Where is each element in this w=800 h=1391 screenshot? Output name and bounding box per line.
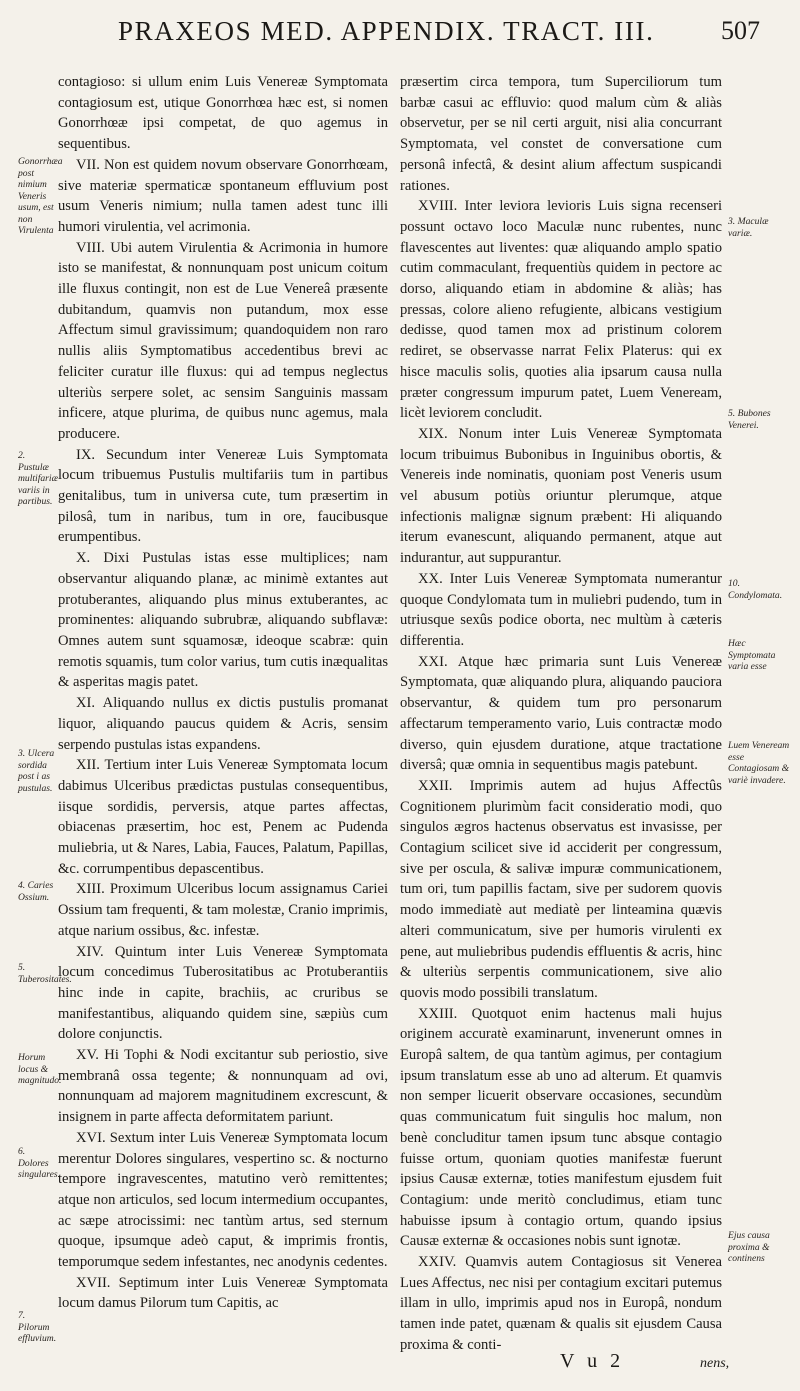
paragraph: XXII. Imprimis autem ad hujus Affectûs Cognitionem plurimùm facit consideratio modi, quo singulos ægros hactenus observatus est invasisse, per Contagium scilicet sive id acciderit per congressum, sive per oscula, & salivæ impuræ communicationem, tum ori, tum papillis factam, sive per sudorem quovis modo immediatè aut mediatè per linteamina quævis alteri communicatum, sive per humoris virulenti ex pene, aut muliebribus pudendis effluentis & acris, hinc & ulteriùs serpentis communicationem, sive alio quovis modo possibili translatum. bbox=[400, 777, 722, 1001]
catchword: nens, bbox=[700, 1356, 730, 1371]
paragraph: XIX. Nonum inter Luis Venereæ Symptomata locum tribuimus Bubonibus in Inguinibus obortis, & Venereis inde nominatis, quoniam post Veneris usum vel abusum potiùs oriuntur plerumque, atque infectionis malignæ signum præbent: Hi aliquando iterum evanescunt, aliquando permanent, atque aut indurantur, aut suppurantur. bbox=[400, 425, 722, 567]
margin-note-left: 2. Pustulæ multifariæ variis in partibus. bbox=[18, 450, 58, 507]
margin-note-left: Gonorrhæa post nimium Veneris usum, est non Virulenta bbox=[18, 156, 63, 236]
paragraph: XX. Inter Luis Venereæ Symptomata numerantur quoque Condylomata tum in muliebri pudendo, tum in utriusque sexûs podice oborta, nec multùm à cæteris differentia. bbox=[400, 570, 722, 649]
page-number: 507 bbox=[721, 16, 760, 45]
paragraph: XVII. Septimum inter Luis Venereæ Symptomata locum damus Pilorum tum Capitis, ac bbox=[58, 1274, 388, 1312]
paragraph: contagioso: si ullum enim Luis Venereæ Symptomata contagiosum est, utique Gonorrhœa hæc est, si nomen Gonorrhœæ ipsi competat, de quo agemus in sequentibus. bbox=[58, 74, 388, 153]
running-title: PRAXEOS MED. APPENDIX. TRACT. III. bbox=[118, 16, 655, 46]
paragraph: XIV. Quintum inter Luis Venereæ Symptomata locum concedimus Tuberositatibus ac Protuberantiis hinc inde in capite, brachiis, ac cruribus se manifestantibus, aliquando quidem sine, sæpiùs cum dolore conjunctis. bbox=[58, 943, 388, 1043]
left-text-column bbox=[58, 72, 388, 1314]
paragraph: X. Dixi Pustulas istas esse multiplices; nam observantur aliquando planæ, ac minimè extantes aut protuberantes, aliquando plus minus extuberantes, ac prominentes: aliquando subrubræ, aliquando subflavæ: Omnes autem sunt squamosæ, ideoque scabræ: quin remotis squamis, tum color varius, tum cutis inæqualitas & asperitas magis patet. bbox=[58, 550, 388, 691]
margin-note-right: 3. Maculæ variæ. bbox=[728, 216, 769, 239]
margin-note-left: 4. Caries Ossium. bbox=[18, 880, 54, 903]
margin-note-right: 5. Bubones Venerei. bbox=[728, 408, 771, 431]
margin-note-left: Horum locus & magnitudo. bbox=[18, 1052, 62, 1086]
paragraph: VII. Non est quidem novum observare Gonorrhœam, sive materiæ spermaticæ spontaneum effluvium post usum Veneris nimium; nulla tamen adest tunc illi humori virulentia, vel acrimonia. bbox=[58, 156, 388, 235]
margin-note-left: 5. Tuberositates. bbox=[18, 962, 72, 985]
margin-note-left: 6. Dolores singulares. bbox=[18, 1146, 61, 1180]
paragraph: IX. Secundum inter Venereæ Luis Symptomata locum tribuemus Pustulis multifariis tum in partibus genitalibus, tum in universa cute, tum præsertim in pilosâ, tum in naribus, tum in ore, faucibusque erumpentibus. bbox=[58, 446, 388, 546]
paragraph: XII. Tertium inter Luis Venereæ Symptomata locum dabimus Ulceribus prædictas pustulas consequentibus, iisque sordidis, perversis, atque partes affectas, obiacenas præsertim, hoc est, Penem ac Pudenda muliebria, ut & Nares, Labia, Fauces, Palatum, Papillas, &c. corrumpentibus depascentibus. bbox=[58, 757, 388, 877]
paragraph: XVI. Sextum inter Luis Venereæ Symptomata locum merentur Dolores singulares, vespertino sc. & nocturno tempore ingravescentes, matutino verò remittentes; atque non articulos, sed locum intermedium occupantes, ac sæpe atrocissimi: nec tantùm artus, sed sternum quoque, ipsumque adeò caput, & imprimis frontis, temporumque sedem infestantes, nec anodynis cedentes. bbox=[58, 1129, 388, 1271]
margin-note-right: Hæc Symptomata varia esse bbox=[728, 638, 776, 672]
margin-note-right: 10. Condylomata. bbox=[728, 578, 783, 601]
page-header bbox=[0, 14, 800, 58]
paragraph: XXIII. Quotquot enim hactenus mali hujus originem accuratè examinarunt, invenerunt omnes in Europâ saltem, de qua tantùm agimus, per contagium ipsum translatum esse ab uno ad alterum. Et quamvis non semper licuerit observare occasiones, secundùm quas communicatum fuit singulis hoc malum, non benè concluditur tamen ipsum tunc absque contagio fuisse ortum, quoniam quoties manifestæ fuerunt ipsius Causæ externæ, toties manifestum ejusdem fuit Contagium: unde meritò concludimus, etiam tunc habuisse ipsum à contagio ortum, quando ipsius Causæ externæ & occasiones nobis sunt ignotæ. bbox=[400, 1005, 722, 1250]
right-text-column bbox=[400, 72, 722, 1356]
paragraph: VIII. Ubi autem Virulentia & Acrimonia in humore isto se manifestat, & nonnunquam post unicum coitum ille fluxus contingit, non est de Lue Venereâ præsente dubitandum, quamvis non putandum, mox esse Affectum simul gravissimum; quandoquidem non raro nullis aliis Symptomatibus accedentibus brevi ac feliciter curatur ille fluxus: qui ad tempus neglectus ulteriùs serpere solet, ac sensim Sanguinis massam inficere, atque plurima, de quibus nunc agemus, mala producere. bbox=[58, 239, 388, 442]
paragraph: præsertim circa tempora, tum Superciliorum tum barbæ casui ac effluvio: quod malum cùm & aliàs observetur, per se nil certi arguit, nisi alia concurrant Symptomata, vel constet de conversatione cum personâ infectâ, & desint alium affectum suspicandi rationes. bbox=[400, 74, 722, 194]
margin-note-left: 3. Ulcera sordida post i as pustulas. bbox=[18, 748, 55, 794]
paragraph: XV. Hi Tophi & Nodi excitantur sub periostio, sive membranâ ossa tegente; & nonnunquam ad ovi, nonnunquam ad majorem magnitudinem excrescunt, & insignem in parte affecta deformitatem pariunt. bbox=[58, 1047, 388, 1126]
paragraph: XXIV. Quamvis autem Contagiosus sit Venerea Lues Affectus, nec nisi per contagium excitari putemus illam in ullo, imprimis apud nos in Europâ, nondum tamen inde patet, quænam & qualis sit ejusdem Causa proxima & conti- bbox=[400, 1254, 722, 1353]
margin-note-right: Luem Veneream esse Contagiosam & variè invadere. bbox=[728, 740, 790, 786]
signature-mark: V u 2 bbox=[560, 1350, 625, 1372]
paragraph: XXI. Atque hæc primaria sunt Luis Venereæ Symptomata, quæ aliquando plura, aliquando pauciora observantur, & quidem tum pro personarum affectarum temperamento vario, Luis contractæ modo diverso, quin ejusdem duratione, atque tractatione diversâ; quæ omnia in sequentibus magis patebunt. bbox=[400, 653, 722, 774]
paragraph: XIII. Proximum Ulceribus locum assignamus Cariei Ossium tam frequenti, & tam molestæ, Cranio imprimis, atque narium ossibus, &c. infestæ. bbox=[58, 881, 388, 939]
margin-note-right: Ejus causa proxima & continens bbox=[728, 1230, 770, 1264]
margin-note-left: 7. Pilorum effluvium. bbox=[18, 1310, 57, 1344]
paragraph: XVIII. Inter leviora levioris Luis signa recenseri possunt octavo loco Maculæ nunc rubentes, nunc flavescentes aut liventes: quæ aliquando amplo spatio cutim commaculant, frequentiùs quidem in pectore ac dorso, aliquando etiam in abdomine & aliàs; has pressas, colore alieno refugiente, albicans vestigium dedisse, quod tamen mox ad pristinum colorem rediret, se observasse narrat Felix Platerus: qui ex hisce maculis solis, quoties alia ipsarum causa nulla præter congressum impurum patet, Luem Veneream, licèt leviorem concludit. bbox=[400, 198, 722, 422]
paragraph: XI. Aliquando nullus ex dictis pustulis promanat liquor, aliquando paucus quidem & Acris, sensim serpendo pustulas istas expandens. bbox=[58, 695, 388, 753]
